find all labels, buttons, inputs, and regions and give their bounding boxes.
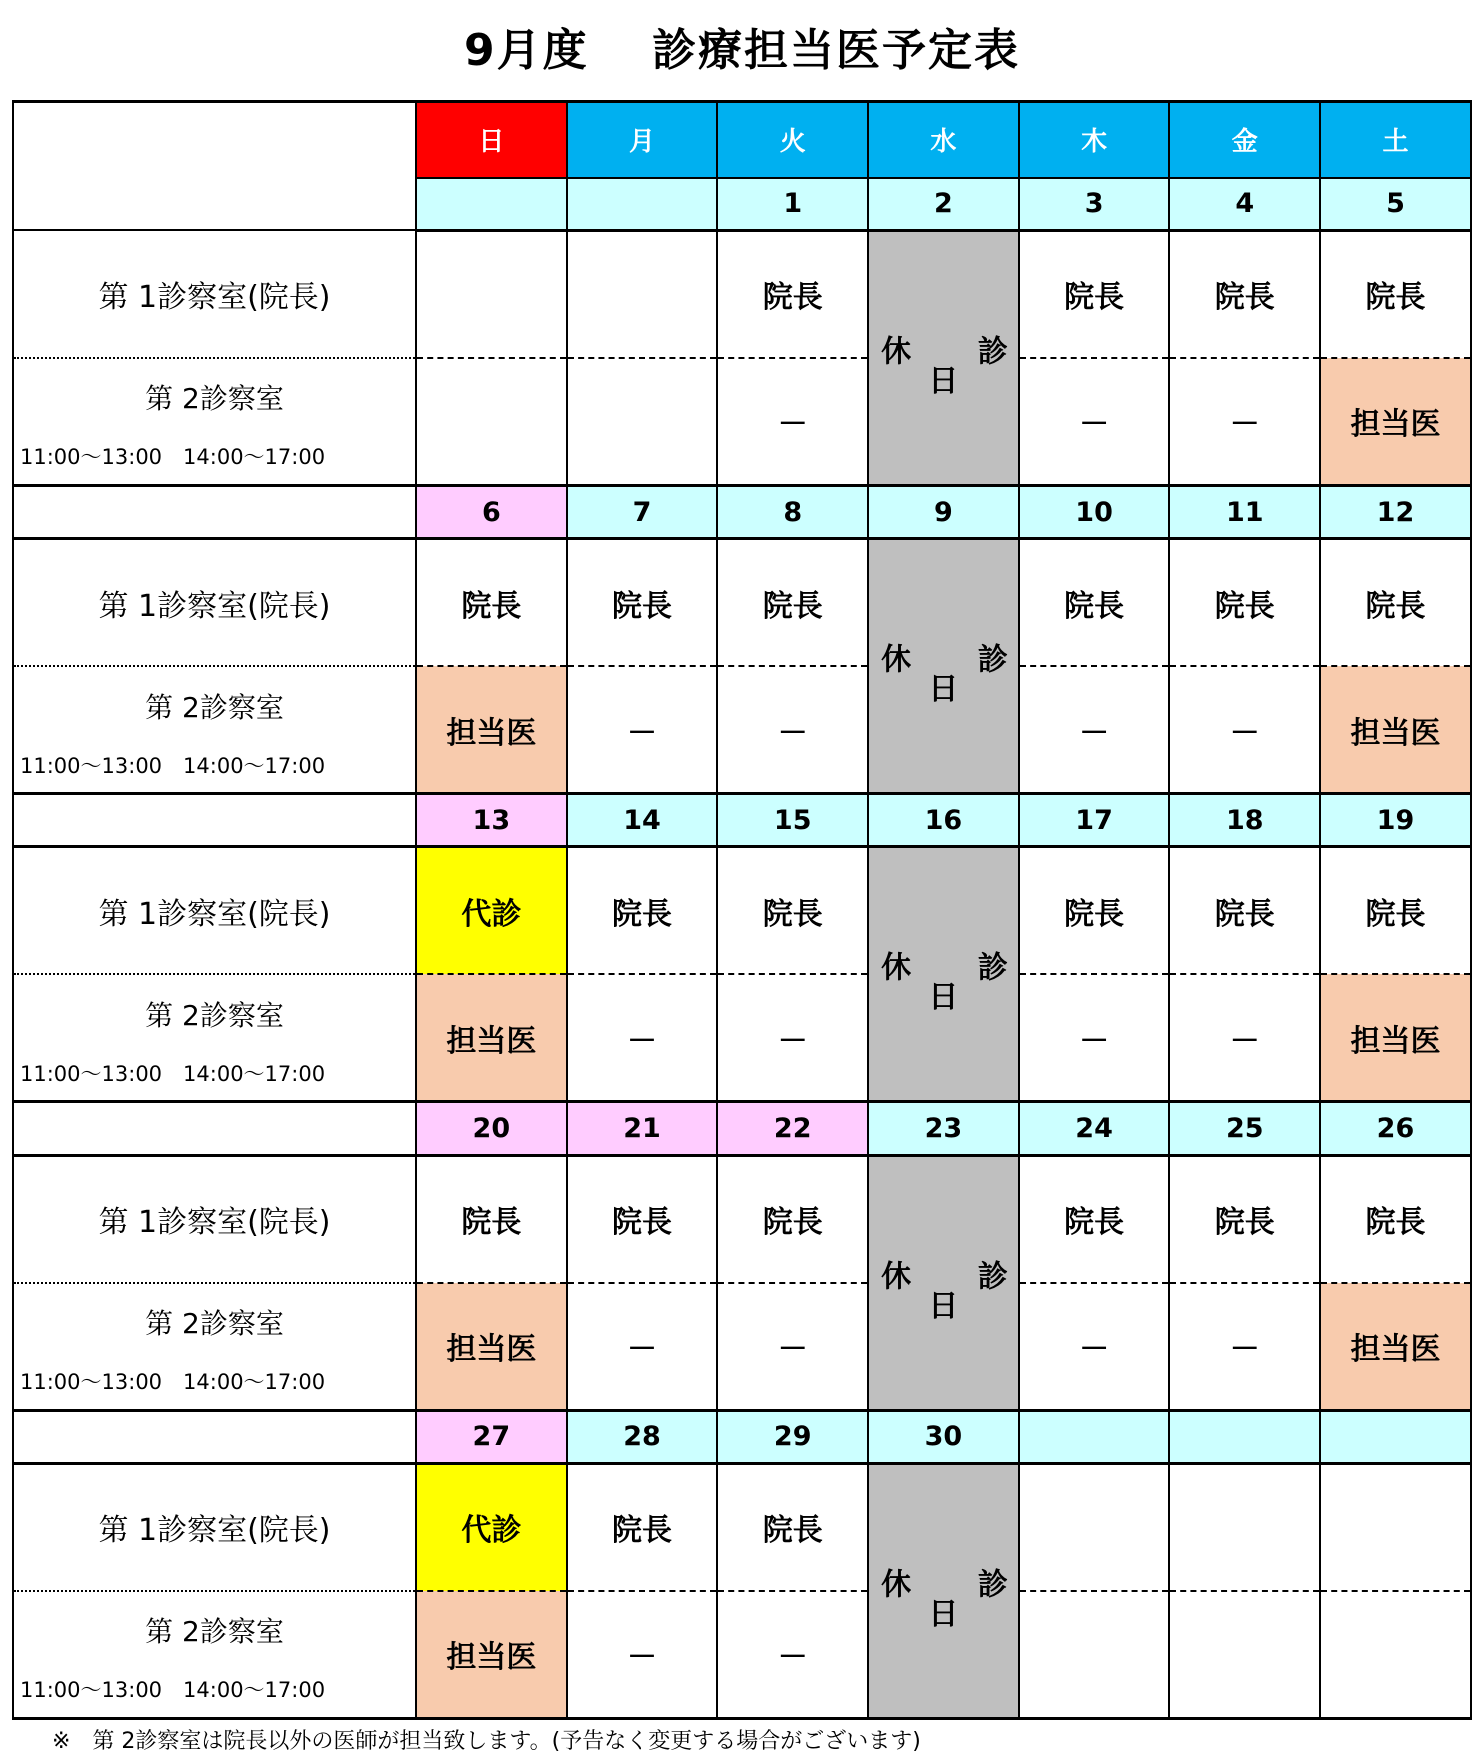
room2-cell: －: [567, 974, 718, 1101]
closed-day-char: 休: [881, 642, 912, 678]
room2-label: 第 2診察室: [145, 1615, 284, 1649]
weekday-header: 水: [868, 102, 1019, 178]
room2-row: [13, 1591, 1471, 1719]
date-cell: [567, 178, 718, 231]
date-cell: 22: [717, 1102, 868, 1155]
room2-cell: 担当医: [416, 666, 567, 793]
room2-cell: [567, 358, 718, 485]
room2-row: [13, 358, 1471, 485]
room1-cell: 院長: [1320, 1155, 1471, 1282]
room2-cell: －: [1169, 666, 1320, 793]
room1-row: [13, 847, 1471, 974]
weekday-header: 土: [1320, 102, 1471, 178]
date-row-blank: [13, 794, 416, 847]
closed-day-char: 診: [977, 334, 1008, 370]
room1-cell: [567, 230, 718, 357]
date-cell: 29: [717, 1410, 868, 1463]
date-cell: 24: [1019, 1102, 1170, 1155]
room2-cell: －: [1169, 358, 1320, 485]
room2-cell: －: [1019, 974, 1170, 1101]
room2-cell: 担当医: [1320, 1283, 1471, 1410]
room1-cell: 院長: [717, 1464, 868, 1591]
date-cell: 30: [868, 1410, 1019, 1463]
room2-row: [13, 666, 1471, 793]
room1-cell: 院長: [1320, 539, 1471, 666]
room2-cell: －: [717, 1591, 868, 1719]
room1-cell: 院長: [1169, 1155, 1320, 1282]
room2-hours: 11:00～13:00 14:00～17:00: [20, 1370, 326, 1395]
date-cell: 13: [416, 794, 567, 847]
room2-cell: 担当医: [416, 1283, 567, 1410]
weekday-header: 火: [717, 102, 868, 178]
date-cell: 20: [416, 1102, 567, 1155]
date-cell: 10: [1019, 485, 1170, 538]
room2-cell: －: [1169, 1283, 1320, 1410]
closed-day-char: 休: [881, 1567, 912, 1603]
date-cell: 4: [1169, 178, 1320, 231]
room2-cell: －: [1169, 974, 1320, 1101]
room1-cell: 代診: [416, 1464, 567, 1591]
date-cell: 1: [717, 178, 868, 231]
closed-day-cell: [868, 1155, 1019, 1410]
room1-label: 第 1診察室(院長): [13, 1464, 416, 1591]
date-cell: 2: [868, 178, 1019, 231]
room2-cell: 担当医: [416, 1591, 567, 1719]
closed-day-cell: [868, 847, 1019, 1102]
room2-hours: 11:00～13:00 14:00～17:00: [20, 1678, 326, 1703]
room2-label-cell: [13, 1591, 416, 1719]
room1-cell: 院長: [567, 1155, 718, 1282]
room1-cell: [1320, 1464, 1471, 1591]
room2-cell: 担当医: [1320, 666, 1471, 793]
room2-cell: 担当医: [1320, 358, 1471, 485]
room2-cell: [1320, 1591, 1471, 1719]
date-row: [13, 1102, 1471, 1155]
closed-day-char: 日: [928, 1596, 959, 1632]
room1-cell: 院長: [416, 1155, 567, 1282]
date-cell: 7: [567, 485, 718, 538]
room1-cell: 院長: [1169, 230, 1320, 357]
room1-cell: [1169, 1464, 1320, 1591]
date-cell: 19: [1320, 794, 1471, 847]
room2-label-cell: [13, 974, 416, 1101]
date-cell: 11: [1169, 485, 1320, 538]
date-cell: 12: [1320, 485, 1471, 538]
date-cell: 8: [717, 485, 868, 538]
room2-label-cell: [13, 1283, 416, 1410]
room2-cell: －: [717, 358, 868, 485]
room1-label: 第 1診察室(院長): [13, 847, 416, 974]
room2-row: [13, 1283, 1471, 1410]
date-row-blank: [13, 485, 416, 538]
date-cell: [1019, 1410, 1170, 1463]
closed-day-char: 診: [977, 950, 1008, 986]
room2-cell: －: [717, 666, 868, 793]
room1-row: [13, 1155, 1471, 1282]
room2-cell: [1169, 1591, 1320, 1719]
date-cell: 3: [1019, 178, 1170, 231]
room2-row: [13, 974, 1471, 1101]
room2-cell: －: [1019, 666, 1170, 793]
room1-cell: 院長: [717, 847, 868, 974]
room1-cell: 院長: [567, 539, 718, 666]
room2-cell: 担当医: [416, 974, 567, 1101]
room1-cell: [1019, 1464, 1170, 1591]
room2-cell: 担当医: [1320, 974, 1471, 1101]
closed-day-char: 診: [977, 642, 1008, 678]
page-title: 9月度 診療担当医予定表: [464, 25, 1020, 76]
room1-row: [13, 1464, 1471, 1591]
room2-hours: 11:00～13:00 14:00～17:00: [20, 753, 326, 778]
weekday-header: 日: [416, 102, 567, 178]
date-cell: 15: [717, 794, 868, 847]
room1-cell: 院長: [1320, 847, 1471, 974]
room1-cell: 院長: [717, 230, 868, 357]
date-row: [13, 1410, 1471, 1463]
room1-cell: 院長: [1019, 1155, 1170, 1282]
room2-hours: 11:00～13:00 14:00～17:00: [20, 445, 326, 470]
weekday-header: 月: [567, 102, 718, 178]
closed-day-char: 休: [881, 950, 912, 986]
room1-cell: 院長: [1320, 230, 1471, 357]
date-cell: [1169, 1410, 1320, 1463]
date-cell: 16: [868, 794, 1019, 847]
room2-cell: [416, 358, 567, 485]
closed-day-char: 日: [928, 1288, 959, 1324]
date-cell: 28: [567, 1410, 718, 1463]
room2-label: 第 2診察室: [145, 382, 284, 416]
room2-cell: －: [567, 1283, 718, 1410]
closed-day-char: 日: [928, 980, 959, 1016]
date-row: [13, 485, 1471, 538]
date-cell: 17: [1019, 794, 1170, 847]
room1-label: 第 1診察室(院長): [13, 539, 416, 666]
room2-cell: －: [567, 1591, 718, 1719]
room1-cell: 院長: [1019, 230, 1170, 357]
closed-day-char: 日: [928, 363, 959, 399]
room1-cell: 院長: [567, 847, 718, 974]
room2-label: 第 2診察室: [145, 998, 284, 1032]
closed-day-cell: [868, 539, 1019, 794]
room1-label: 第 1診察室(院長): [13, 1155, 416, 1282]
room1-label: 第 1診察室(院長): [13, 230, 416, 357]
room1-cell: 代診: [416, 847, 567, 974]
room1-cell: 院長: [717, 539, 868, 666]
room2-label: 第 2診察室: [145, 1307, 284, 1341]
weekday-header: 金: [1169, 102, 1320, 178]
weekday-header-row: [13, 102, 1471, 178]
room1-row: [13, 539, 1471, 666]
room2-cell: －: [717, 974, 868, 1101]
room1-cell: 院長: [1169, 847, 1320, 974]
date-cell: 6: [416, 485, 567, 538]
room2-cell: －: [1019, 358, 1170, 485]
date-cell: 21: [567, 1102, 718, 1155]
room1-cell: 院長: [1169, 539, 1320, 666]
date-row-blank: [13, 1102, 416, 1155]
schedule-table: [12, 100, 1472, 1720]
date-cell: 18: [1169, 794, 1320, 847]
closed-day-cell: [868, 230, 1019, 485]
date-cell: [1320, 1410, 1471, 1463]
closed-day-char: 日: [928, 671, 959, 707]
room2-cell: －: [717, 1283, 868, 1410]
room1-cell: 院長: [717, 1155, 868, 1282]
closed-day-char: 休: [881, 334, 912, 370]
date-cell: 14: [567, 794, 718, 847]
room2-cell: －: [1019, 1283, 1170, 1410]
room2-label: 第 2診察室: [145, 690, 284, 724]
weekday-header: 木: [1019, 102, 1170, 178]
room1-cell: [416, 230, 567, 357]
date-cell: 9: [868, 485, 1019, 538]
room1-cell: 院長: [416, 539, 567, 666]
date-row-blank: [13, 1410, 416, 1463]
room1-row: [13, 230, 1471, 357]
room2-hours: 11:00～13:00 14:00～17:00: [20, 1061, 326, 1086]
room2-cell: [1019, 1591, 1170, 1719]
date-cell: 25: [1169, 1102, 1320, 1155]
date-cell: 27: [416, 1410, 567, 1463]
header-blank-cell: [13, 102, 416, 231]
closed-day-cell: [868, 1464, 1019, 1719]
room1-cell: 院長: [1019, 539, 1170, 666]
date-cell: 26: [1320, 1102, 1471, 1155]
closed-day-char: 診: [977, 1259, 1008, 1295]
footnote: ※ 第 2診察室は院長以外の医師が担当致します。(予告なく変更する場合がございます): [52, 1729, 921, 1754]
room2-label-cell: [13, 666, 416, 793]
closed-day-char: 休: [881, 1259, 912, 1295]
date-cell: 23: [868, 1102, 1019, 1155]
room1-cell: 院長: [1019, 847, 1170, 974]
date-cell: [416, 178, 567, 231]
closed-day-char: 診: [977, 1567, 1008, 1603]
date-cell: 5: [1320, 178, 1471, 231]
room1-cell: 院長: [567, 1464, 718, 1591]
date-row: [13, 794, 1471, 847]
room2-label-cell: [13, 358, 416, 485]
room2-cell: －: [567, 666, 718, 793]
